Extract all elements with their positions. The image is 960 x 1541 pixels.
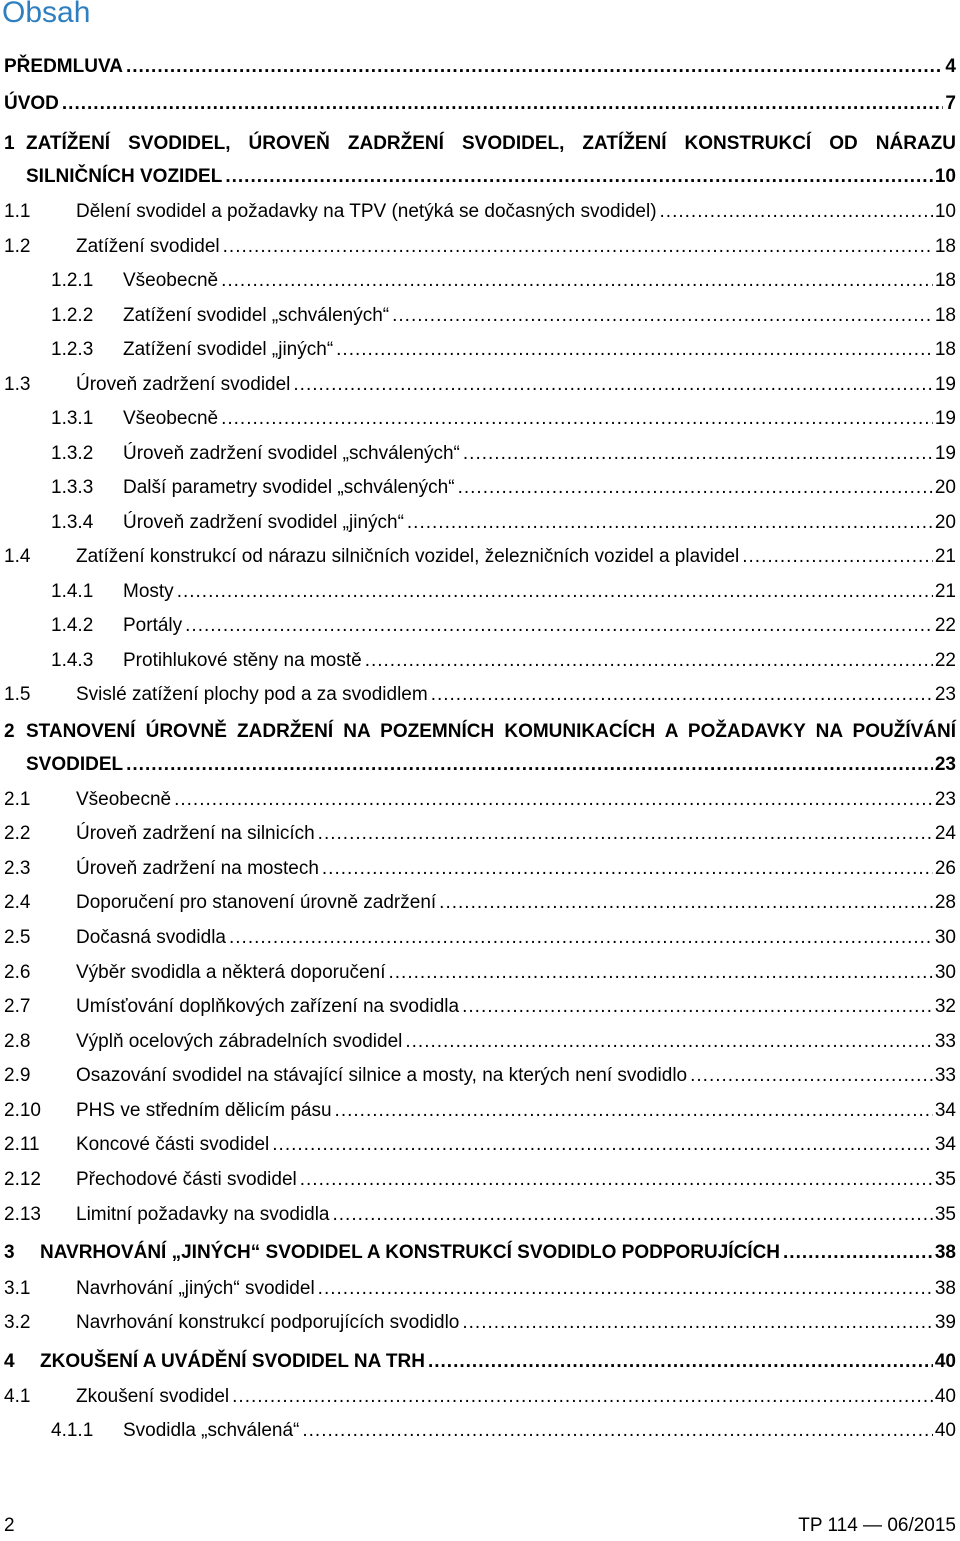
toc-entry[interactable] (4, 92, 956, 116)
footer-page-number: 2 (4, 1515, 15, 1536)
toc-entry-title: ZKOUŠENÍ A UVÁDĚNÍ SVODIDEL NA TRH (40, 1351, 425, 1372)
toc-entry[interactable] (51, 649, 956, 673)
toc-entry-number: 2.4 (4, 892, 31, 913)
toc-entry-number: 1.2.1 (51, 270, 94, 291)
toc-entry-number: 2.1 (4, 789, 31, 810)
toc-leader-dots (293, 373, 932, 397)
toc-entry-number: 1.2.3 (51, 339, 94, 360)
toc-entry-page: 40 (934, 1351, 956, 1372)
toc-entry-page: 23 (934, 684, 956, 705)
toc-entry-page: 18 (934, 270, 956, 291)
toc-entry[interactable] (51, 1419, 956, 1443)
toc-entry[interactable] (4, 235, 956, 259)
toc-entry-page: 32 (934, 996, 956, 1017)
toc-entry-page: 34 (934, 1100, 956, 1121)
toc-leader-dots (428, 1350, 933, 1374)
toc-leader-dots (177, 580, 933, 604)
toc-leader-dots (690, 1064, 933, 1088)
toc-entry[interactable] (51, 442, 956, 466)
toc-entry-page: 19 (934, 374, 956, 395)
toc-leader-dots (225, 165, 933, 189)
toc-entry[interactable] (4, 683, 956, 707)
toc-entry-title: ÚVOD (4, 93, 59, 114)
toc-entry-page: 21 (934, 546, 956, 567)
toc-entry[interactable] (4, 1099, 956, 1123)
toc-entry-number: 3.2 (4, 1312, 31, 1333)
footer-doc-id: TP 114 — 06/2015 (798, 1515, 956, 1536)
toc-entry-page: 39 (934, 1312, 956, 1333)
toc-entry-page: 19 (934, 443, 956, 464)
toc-leader-dots (431, 683, 933, 707)
toc-entry-line1[interactable] (4, 132, 956, 156)
toc-entry-page: 10 (934, 166, 956, 187)
toc-entry[interactable] (4, 1241, 956, 1265)
toc-entry-page: 18 (934, 236, 956, 257)
toc-leader-dots (365, 649, 933, 673)
toc-entry-number: 2.13 (4, 1204, 41, 1225)
toc-entry-title: PHS ve středním dělicím pásu (76, 1100, 332, 1121)
toc-leader-dots (462, 1311, 932, 1335)
toc-entry-page: 18 (934, 339, 956, 360)
toc-leader-dots (335, 1099, 933, 1123)
toc-entry-title: Svodidla „schválená“ (123, 1420, 300, 1441)
toc-entry-page: 20 (934, 477, 956, 498)
toc-entry-title: Navrhování konstrukcí podporujících svodidlo (76, 1312, 460, 1333)
toc-leader-dots (318, 1277, 933, 1301)
toc-entry-title: Úroveň zadržení svodidel „schválených“ (123, 443, 460, 464)
toc-entry-title: Další parametry svodidel „schválených“ (123, 477, 455, 498)
toc-entry[interactable] (51, 304, 956, 328)
toc-entry-page: 19 (934, 408, 956, 429)
toc-entry-title: Všeobecně (76, 789, 172, 810)
toc-leader-dots (407, 511, 933, 535)
toc-entry-number: 1.3.1 (51, 408, 94, 429)
toc-entry-number: 2.3 (4, 858, 31, 879)
toc-leader-dots (302, 1419, 932, 1443)
toc-entry[interactable] (4, 200, 956, 224)
toc-entry-title: Úroveň zadržení na silnicích (76, 823, 315, 844)
toc-entry[interactable] (4, 1203, 956, 1227)
toc-leader-dots (185, 614, 933, 638)
toc-entry-title: Úroveň zadržení svodidel „jiných“ (123, 512, 404, 533)
toc-entry-title: Úroveň zadržení na mostech (76, 858, 319, 879)
toc-entry-title: Zatížení konstrukcí od nárazu silničních vozidel, železničních vozidel a plavidel (76, 546, 740, 567)
toc-entry-title: Doporučení pro stanovení úrovně zadržení (76, 892, 437, 913)
toc-entry-number: 2.12 (4, 1169, 41, 1190)
toc-entry-title: Úroveň zadržení svodidel (76, 374, 291, 395)
toc-leader-dots (221, 407, 933, 431)
toc-entry-page: 33 (934, 1065, 956, 1086)
toc-entry[interactable] (4, 926, 956, 950)
toc-entry[interactable] (4, 55, 956, 79)
toc-leader-dots (439, 891, 933, 915)
toc-leader-dots (300, 1168, 933, 1192)
toc-entry-title: SILNIČNÍCH VOZIDEL (26, 166, 223, 187)
toc-entry[interactable] (4, 1168, 956, 1192)
toc-entry-title: Protihlukové stěny na mostě (123, 650, 362, 671)
toc-entry-page: 18 (934, 305, 956, 326)
toc-entry-number: 2.10 (4, 1100, 41, 1121)
toc-entry-page: 24 (934, 823, 956, 844)
toc-entry[interactable] (4, 857, 956, 881)
toc-entry[interactable] (4, 1385, 956, 1409)
toc-leader-dots (126, 55, 943, 79)
toc-entry[interactable] (26, 165, 956, 189)
toc-entry-title: Svislé zatížení plochy pod a za svodidlem (76, 684, 428, 705)
toc-entry[interactable] (4, 1064, 956, 1088)
toc-entry[interactable] (51, 511, 956, 535)
toc-entry-page: 35 (934, 1204, 956, 1225)
toc-leader-dots (783, 1241, 933, 1265)
toc-entry-page: 28 (934, 892, 956, 913)
toc-entry[interactable] (51, 476, 956, 500)
toc-entry-title: Navrhování „jiných“ svodidel (76, 1278, 315, 1299)
toc-entry-page: 21 (934, 581, 956, 602)
toc-entry[interactable] (51, 614, 956, 638)
toc-entry-number: 1.1 (4, 201, 31, 222)
toc-entry-number: 4.1.1 (51, 1420, 94, 1441)
toc-entry[interactable] (4, 995, 956, 1019)
toc-entry-page: 35 (934, 1169, 956, 1190)
toc-entry-title: Zatížení svodidel „schválených“ (123, 305, 390, 326)
toc-entry[interactable] (4, 891, 956, 915)
toc-entry[interactable] (4, 1311, 956, 1335)
toc-leader-dots (388, 961, 932, 985)
toc-entry-title: Zatížení svodidel (76, 236, 220, 257)
toc-entry-number: 3 (4, 1242, 15, 1263)
toc-entry-title: Výplň ocelových zábradelních svodidel (76, 1031, 403, 1052)
toc-entry-title: Limitní požadavky na svodidla (76, 1204, 330, 1225)
toc-leader-dots (336, 338, 933, 362)
toc-entry-page: 22 (934, 615, 956, 636)
toc-entry-number: 4 (4, 1351, 15, 1372)
toc-entry-line1[interactable] (4, 720, 956, 744)
toc-entry[interactable] (4, 788, 956, 812)
toc-leader-dots (174, 788, 933, 812)
toc-leader-dots (223, 235, 933, 259)
toc-entry-page: 30 (934, 927, 956, 948)
toc-entry-number: 1.3 (4, 374, 31, 395)
toc-leader-dots (126, 753, 933, 777)
toc-entry-title: Portály (123, 615, 183, 636)
toc-entry-page: 7 (945, 93, 956, 114)
toc-entry-title: Osazování svodidel na stávající silnice a mosty, na kterých není svodidlo (76, 1065, 688, 1086)
toc-entry-number: 4.1 (4, 1386, 31, 1407)
toc-entry-number: 2.11 (4, 1134, 40, 1155)
toc-entry-page: 38 (934, 1278, 956, 1299)
toc-entry[interactable] (26, 753, 956, 777)
toc-entry[interactable] (4, 1030, 956, 1054)
toc-entry-page: 23 (934, 754, 956, 775)
toc-entry-page: 30 (934, 962, 956, 983)
toc-entry[interactable] (51, 269, 956, 293)
toc-entry-number: 2.2 (4, 823, 31, 844)
toc-entry-title-line1: ZATÍŽENÍ SVODIDEL, ÚROVEŇ ZADRŽENÍ SVODIDEL, ZATÍŽENÍ KONSTRUKCÍ OD NÁRAZU (26, 133, 956, 154)
toc-entry-title: Dělení svodidel a požadavky na TPV (netýká se dočasných svodidel) (76, 201, 657, 222)
toc-leader-dots (318, 822, 933, 846)
toc-leader-dots (62, 92, 944, 116)
toc-entry[interactable] (4, 373, 956, 397)
toc-entry[interactable] (51, 338, 956, 362)
toc-entry[interactable] (51, 407, 956, 431)
toc-leader-dots (221, 269, 933, 293)
toc-entry-page: 26 (934, 858, 956, 879)
toc-entry-page: 22 (934, 650, 956, 671)
toc-entry-number: 2.7 (4, 996, 31, 1017)
toc-entry-title: Všeobecně (123, 408, 219, 429)
toc-entry[interactable] (4, 822, 956, 846)
toc-entry-number: 1.3.3 (51, 477, 94, 498)
toc-entry-number: 3.1 (4, 1278, 31, 1299)
toc-entry-page: 34 (934, 1134, 956, 1155)
toc-leader-dots (660, 200, 933, 224)
toc-entry-page: 20 (934, 512, 956, 533)
toc-entry-title: Zatížení svodidel „jiných“ (123, 339, 334, 360)
toc-entry-number: 2.9 (4, 1065, 31, 1086)
toc-entry-title: Dočasná svodidla (76, 927, 226, 948)
toc-entry-title: Mosty (123, 581, 174, 602)
toc-entry-number: 2.5 (4, 927, 31, 948)
toc-leader-dots (229, 926, 933, 950)
toc-heading: Obsah (2, 0, 91, 29)
toc-entry-title: Přechodové části svodidel (76, 1169, 297, 1190)
toc-leader-dots (272, 1133, 933, 1157)
toc-entry-page: 23 (934, 789, 956, 810)
toc-entry-number: 2.6 (4, 962, 31, 983)
toc-entry-page: 40 (934, 1386, 956, 1407)
toc-entry-page: 4 (945, 56, 956, 77)
toc-entry-number: 1.4.3 (51, 650, 94, 671)
toc-leader-dots (462, 995, 933, 1019)
toc-entry-number: 1.5 (4, 684, 31, 705)
toc-entry[interactable] (4, 1133, 956, 1157)
toc-entry-title: Všeobecně (123, 270, 219, 291)
toc-entry-page: 40 (934, 1420, 956, 1441)
toc-entry-title: PŘEDMLUVA (4, 56, 123, 77)
toc-entry-title: SVODIDEL (26, 754, 124, 775)
toc-entry-title: NAVRHOVÁNÍ „JINÝCH“ SVODIDEL A KONSTRUKCÍ SVODIDLO PODPORUJÍCÍCH (40, 1242, 781, 1263)
toc-entry-title: Zkoušení svodidel (76, 1386, 230, 1407)
toc-entry-title: Umísťování doplňkových zařízení na svodidla (76, 996, 460, 1017)
toc-leader-dots (322, 857, 933, 881)
toc-entry-title: Koncové části svodidel (76, 1134, 270, 1155)
toc-leader-dots (742, 545, 933, 569)
toc-entry-page: 38 (934, 1242, 956, 1263)
toc-entry-number: 1.2 (4, 236, 31, 257)
toc-entry-number: 2.8 (4, 1031, 31, 1052)
toc-entry[interactable] (51, 580, 956, 604)
toc-entry[interactable] (4, 961, 956, 985)
toc-entry-number: 1.4.1 (51, 581, 94, 602)
toc-entry-number: 2 (4, 721, 15, 742)
toc-entry-number: 1.3.4 (51, 512, 94, 533)
toc-entry[interactable] (4, 545, 956, 569)
toc-leader-dots (405, 1030, 933, 1054)
toc-entry-page: 10 (934, 201, 956, 222)
toc-leader-dots (463, 442, 933, 466)
toc-entry[interactable] (4, 1277, 956, 1301)
toc-leader-dots (232, 1385, 933, 1409)
toc-entry-number: 1 (4, 133, 15, 154)
toc-leader-dots (332, 1203, 932, 1227)
toc-entry-number: 1.4 (4, 546, 31, 567)
toc-entry[interactable] (4, 1350, 956, 1374)
toc-leader-dots (458, 476, 933, 500)
toc-entry-number: 1.4.2 (51, 615, 94, 636)
toc-entry-title: Výběr svodidla a některá doporučení (76, 962, 386, 983)
toc-entry-number: 1.2.2 (51, 305, 94, 326)
toc-leader-dots (392, 304, 933, 328)
toc-entry-number: 1.3.2 (51, 443, 94, 464)
toc-entry-title-line1: STANOVENÍ ÚROVNĚ ZADRŽENÍ NA POZEMNÍCH KOMUNIKACÍCH A POŽADAVKY NA POUŽÍVÁNÍ (26, 721, 956, 742)
toc-entry-page: 33 (934, 1031, 956, 1052)
